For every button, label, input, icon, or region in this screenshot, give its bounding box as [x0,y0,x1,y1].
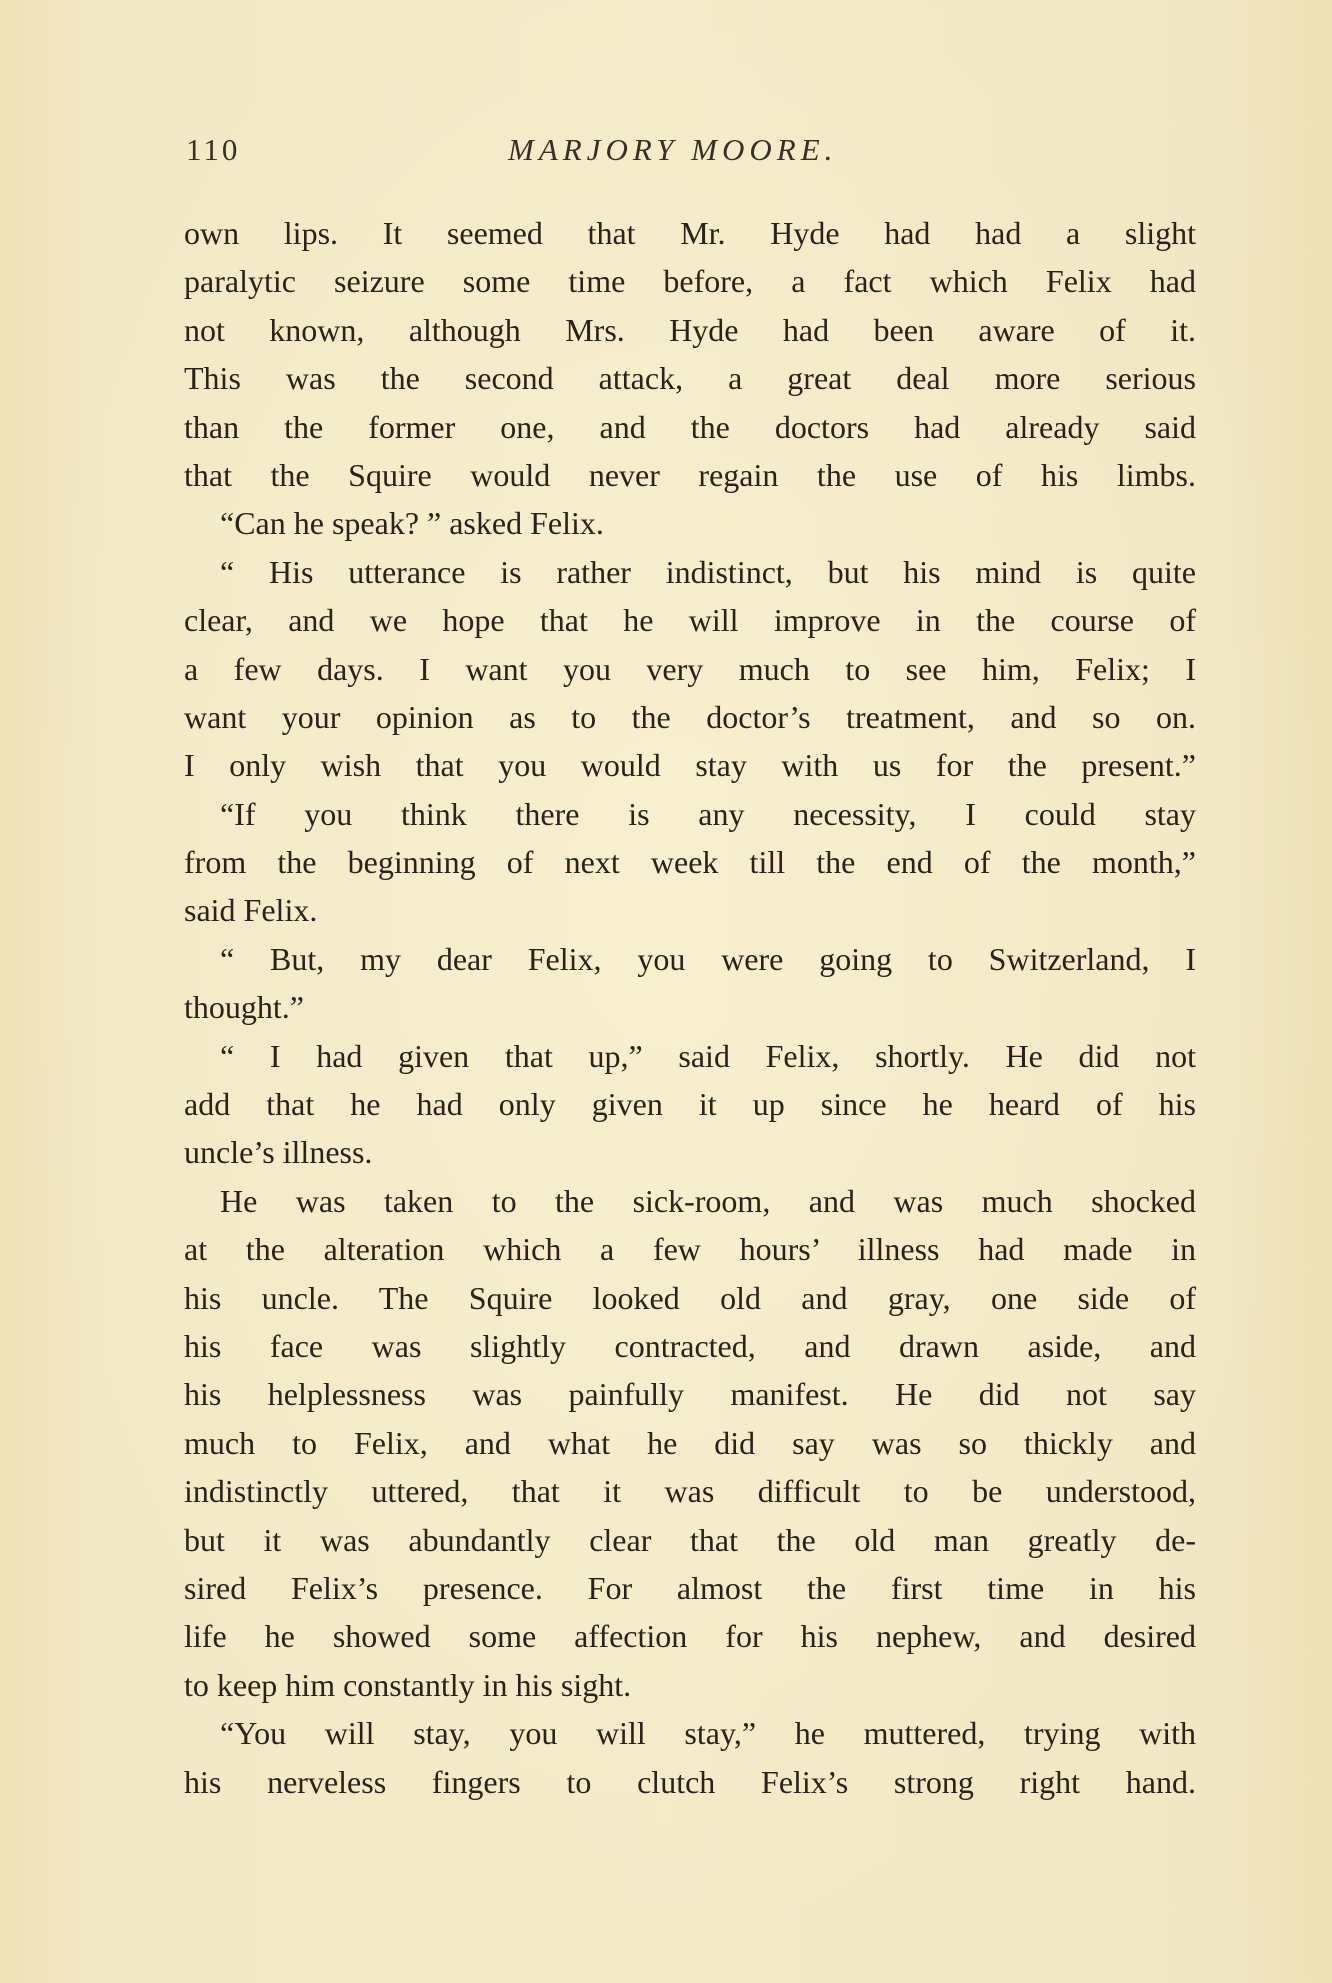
text-line: indistinctly uttered, that it was difficult to be understood, [184,1473,1196,1510]
body-text [184,209,1196,1806]
text-line: his helplessness was painfully manifest. He did not say [184,1376,1196,1413]
text-line: than the former one, and the doctors had already said [184,408,1196,445]
text-line: to keep him constantly in his sight. [184,1666,632,1703]
page-number: 110 [186,132,241,167]
text-line: “Can he speak? ” asked Felix. [220,505,604,542]
text-line: his nerveless fingers to clutch Felix’s strong right hand. [184,1763,1196,1800]
text-line: “ His utterance is rather indistinct, but his mind is quite [220,553,1196,590]
text-line: but it was abundantly clear that the old man greatly de- [184,1521,1196,1558]
text-line: that the Squire would never regain the use of his limbs. [184,456,1196,493]
text-line: his uncle. The Squire looked old and gray, one side of [184,1279,1196,1316]
text-line: This was the second attack, a great deal more serious [184,360,1196,397]
text-line: add that he had only given it up since he heard of his [184,1086,1196,1123]
text-line: from the beginning of next week till the end of the month,” [184,844,1196,881]
text-line: “You will stay, you will stay,” he muttered, trying with [220,1715,1196,1752]
text-line: paralytic seizure some time before, a fact which Felix had [184,263,1196,300]
text-line: thought.” [184,989,304,1026]
text-line: He was taken to the sick-room, and was much shocked [220,1182,1196,1219]
text-line: “If you think there is any necessity, I could stay [220,795,1196,832]
text-line: “ I had given that up,” said Felix, shortly. He did not [220,1037,1196,1074]
text-line: his face was slightly contracted, and drawn aside, and [184,1327,1196,1364]
running-title: MARJORY MOORE. [508,132,838,167]
text-line: own lips. It seemed that Mr. Hyde had had a slight [184,215,1196,251]
text-line: sired Felix’s presence. For almost the first time in his [184,1569,1196,1606]
page-header [186,132,1186,180]
text-line: want your opinion as to the doctor’s treatment, and so on. [184,698,1196,735]
text-line: I only wish that you would stay with us for the present.” [184,747,1196,784]
text-line: “ But, my dear Felix, you were going to Switzerland, I [220,940,1196,977]
text-line: life he showed some affection for his nephew, and desired [184,1618,1196,1655]
text-line: uncle’s illness. [184,1134,373,1171]
text-line: not known, although Mrs. Hyde had been aware of it. [184,311,1196,348]
text-line: much to Felix, and what he did say was so thickly and [184,1424,1196,1461]
text-line: at the alteration which a few hours’ illness had made in [184,1231,1196,1268]
text-line: a few days. I want you very much to see him, Felix; I [184,650,1196,687]
text-line: said Felix. [184,892,318,929]
text-line: clear, and we hope that he will improve in the course of [184,602,1196,639]
